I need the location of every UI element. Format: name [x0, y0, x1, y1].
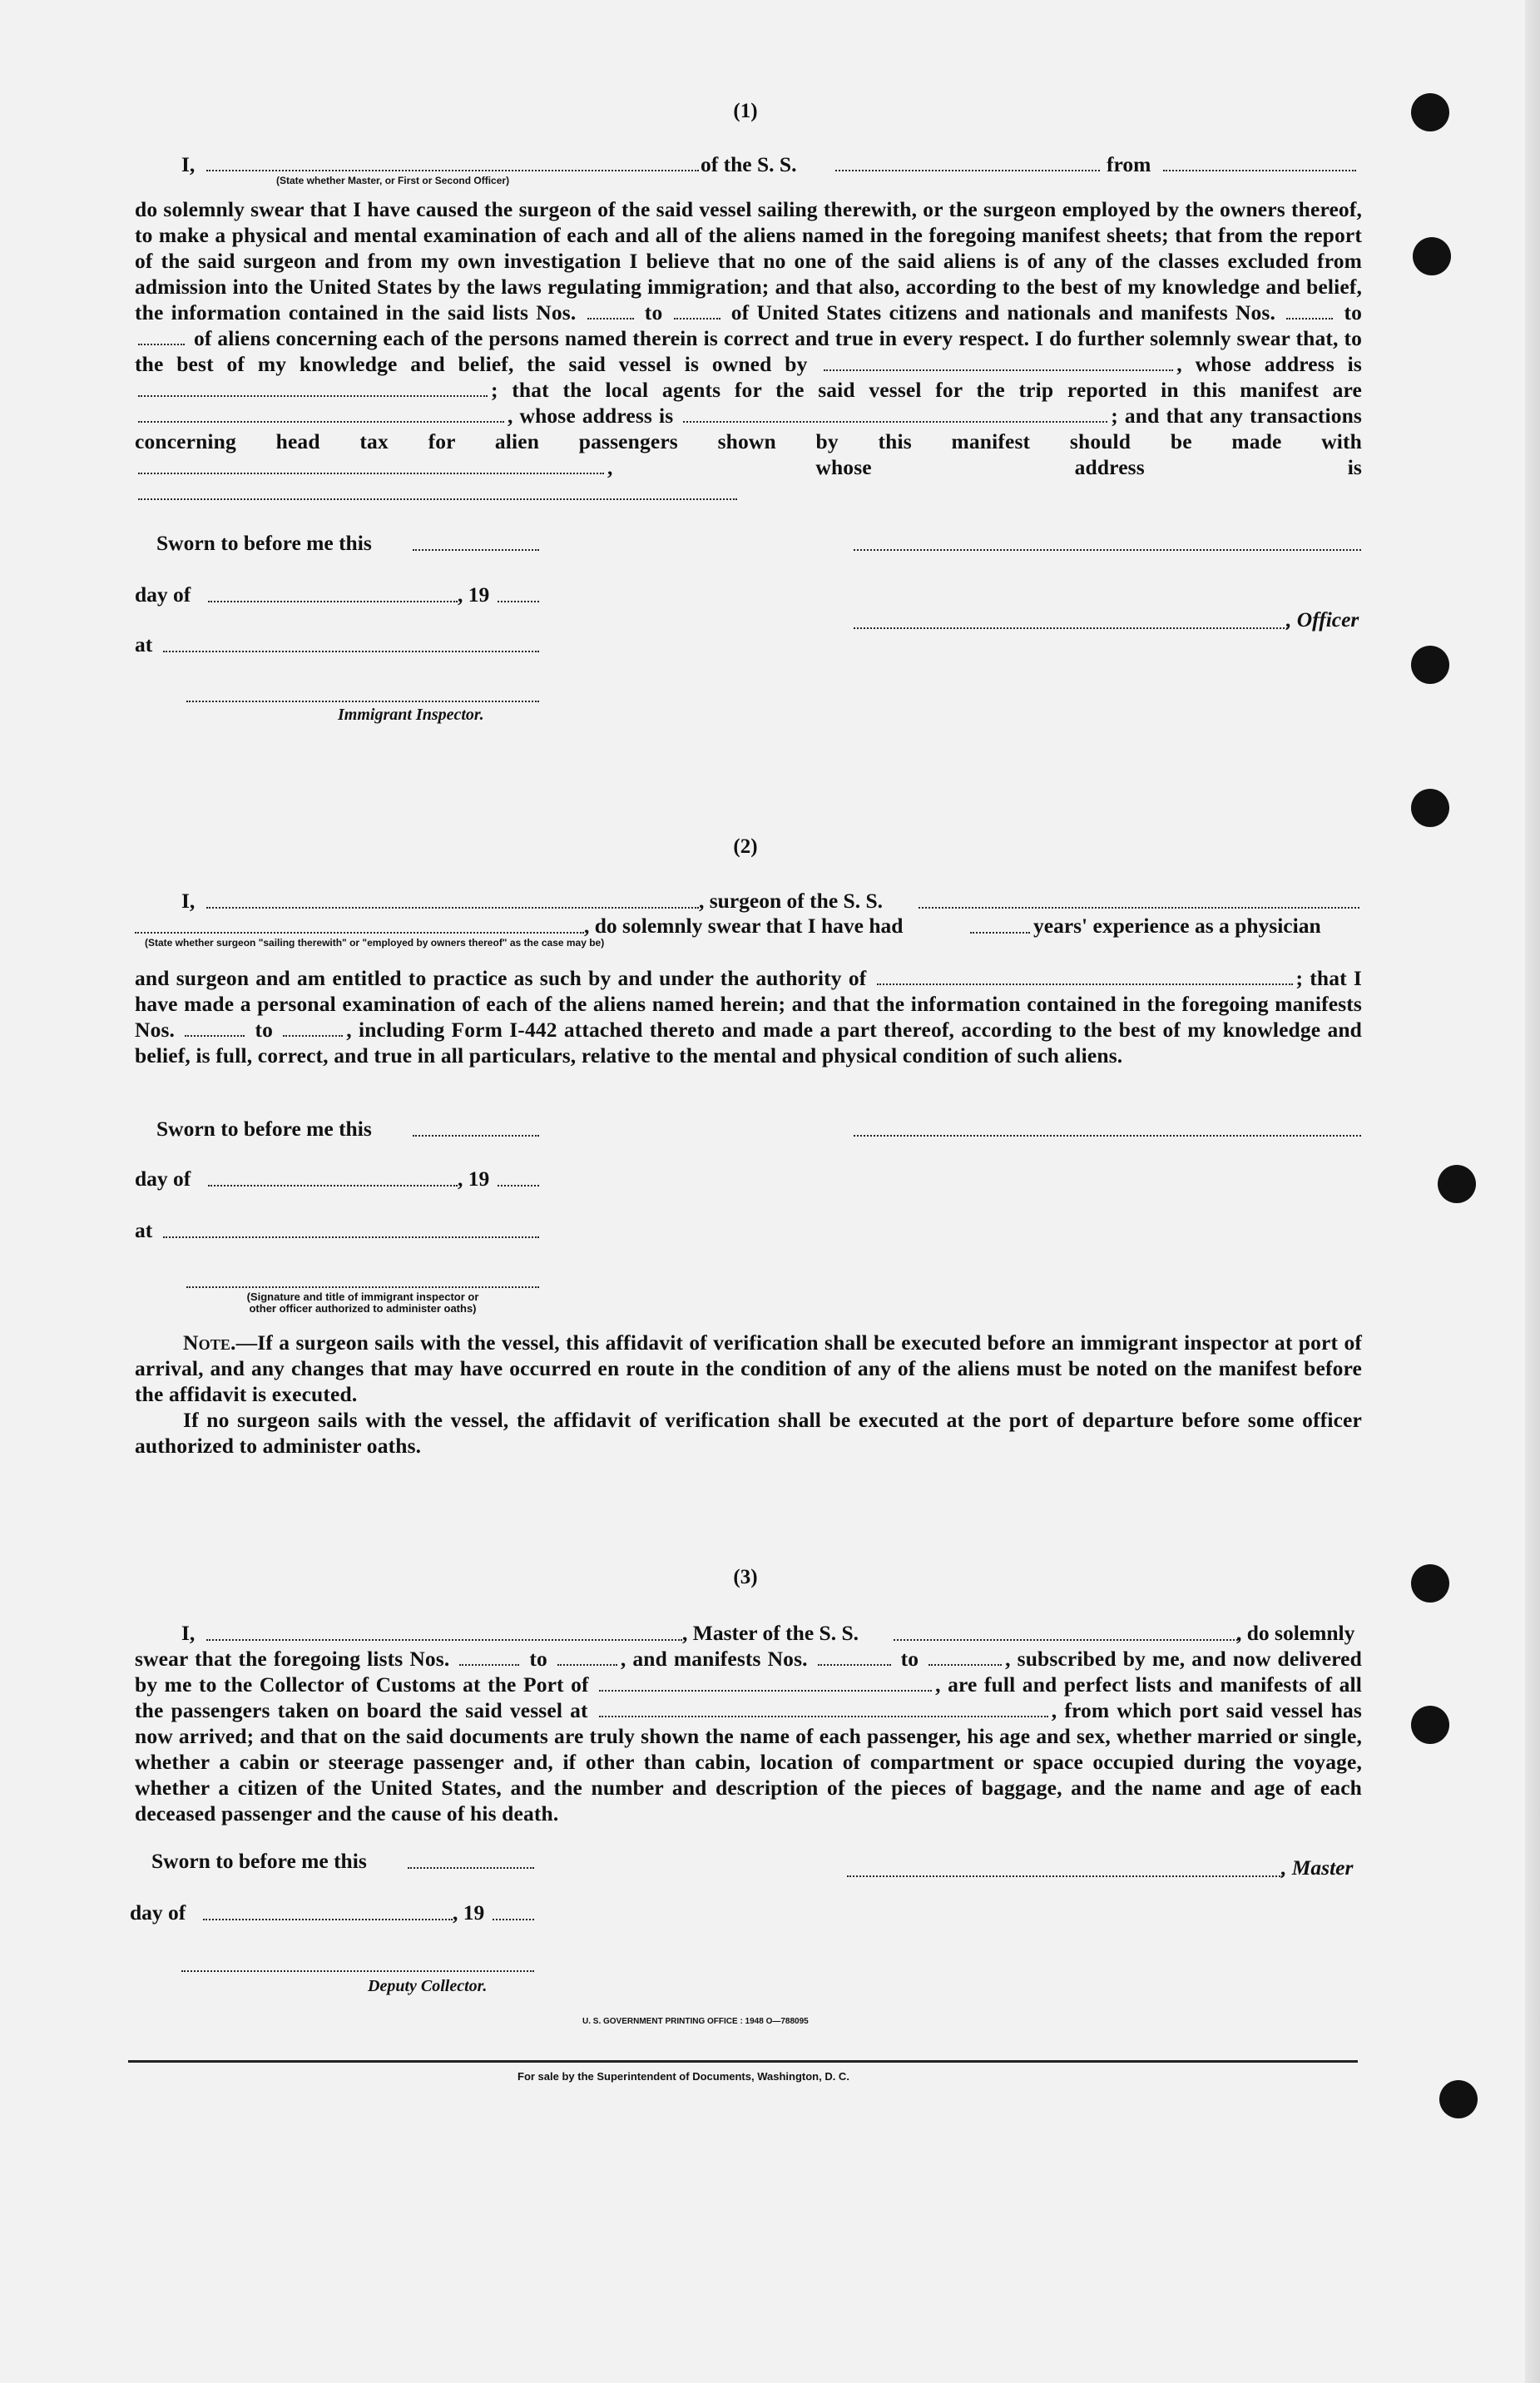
s1-whose-1: , whose address is [1176, 352, 1362, 376]
s1-inspector-signature-field[interactable] [186, 699, 539, 702]
s1-text-c: of aliens concerning each of the persons named therein is correct and true in every respect. I do further solemnly swear that, to the best of my knowledge and belief, the said vessel is owned by [135, 326, 1362, 376]
s2-sworn-day-field[interactable] [413, 1133, 539, 1137]
s1-manifests-from-field[interactable] [1286, 301, 1333, 320]
s1-month-field[interactable] [208, 599, 458, 602]
s2-text-c: , including Form I-442 attached thereto and made a part thereof, according to the best of my knowledge and belief, is full, correct, and true in all particulars, relative to the mental and physical condition of such aliens. [135, 1018, 1363, 1068]
s1-officer-label: , Officer [1286, 607, 1359, 632]
s3-text-c: , subscribed by me, and now delivered by me to the Collector of Customs at the Port of [135, 1647, 1362, 1697]
s1-head-tax-field[interactable] [138, 456, 604, 474]
punch-hole [1411, 646, 1449, 684]
s2-note-1: —If a surgeon sails with the vessel, this affidavit of verification shall be executed before an immigrant inspector at port of arrival, and any changes that may have occurred en route in the condition of any of the aliens must be noted on the manifest before the affidavit is executed. [135, 1330, 1362, 1406]
s1-agents-address-field[interactable] [683, 404, 1107, 423]
s2-at-field[interactable] [163, 1235, 539, 1238]
s3-to-2: to [900, 1647, 919, 1671]
s2-text-a: and surgeon and am entitled to practice as such by and under the authority of [135, 966, 867, 990]
s3-master-name-field[interactable] [206, 1637, 682, 1641]
s1-manifests-to-field[interactable] [138, 327, 185, 345]
s1-text-a: do solemnly swear that I have caused the surgeon of the said vessel sailing therewith, or the surgeon employed by the owners thereof, to make a physical and mental examination of each and all of the aliens named in the foregoing manifest sheets; that from the report of the said surgeon and from my own investigation I believe that no one of the said aliens is of any of the classes excluded from admission into the United States by the laws regulating immigration; and that also, according to the best of my knowledge and belief, the information contained in the said lists Nos. [135, 197, 1362, 325]
s3-day-of-label: day of [130, 1900, 186, 1925]
s2-manifests-to-field[interactable] [283, 1018, 343, 1037]
s2-year-prefix: , 19 [458, 1167, 490, 1191]
s3-lists-from-field[interactable] [459, 1647, 519, 1666]
s3-manifests-to-field[interactable] [928, 1647, 1002, 1666]
s2-month-field[interactable] [208, 1183, 458, 1187]
s2-surgeon-of-label: , surgeon of the S. S. [699, 889, 884, 913]
s2-signature-caption-line-2: other officer authorized to administer oaths) [249, 1302, 477, 1315]
s1-text-d: ; that the local agents for the said vessel for the trip reported in this manifest are [491, 378, 1362, 402]
s2-text-b: ; that I have made a personal examination of each of the aliens named herein; and that the information contained in the foregoing manifests Nos. [135, 966, 1363, 1042]
s1-from-label: from [1107, 152, 1151, 176]
s2-oath-paragraph [135, 965, 1362, 1068]
s1-officer-rank-field[interactable] [206, 168, 699, 171]
s3-text-d: , are full and perfect lists and manifests of all the passengers taken on board the said vessel at [135, 1672, 1362, 1722]
s2-year-field[interactable] [498, 1183, 539, 1187]
s2-years-field[interactable] [970, 930, 1030, 934]
section-3-number: (3) [733, 1566, 758, 1588]
punch-hole [1411, 93, 1449, 131]
s3-embark-port-field[interactable] [599, 1699, 1048, 1717]
s2-surgeon-name-field[interactable] [206, 905, 699, 909]
s2-signature-caption [186, 1291, 539, 1315]
s1-text-g: , whose address is [607, 455, 1362, 479]
s1-head-tax-address-field[interactable] [138, 482, 737, 500]
section-2-number: (2) [733, 835, 758, 858]
s3-deputy-label: Deputy Collector. [368, 1977, 488, 1995]
s2-note-paragraph [135, 1330, 1362, 1459]
s3-text-e: , from which port said vessel has now arrived; and that on the said documents are truly shown the name of each passenger, his age and sex, whether married or single, whether a cabin or steerage passenger and, if other than cabin, location of compartment or space occupied during the voyage, whether a citizen of the United States, and the number and description of the pieces of baggage, and the name and age of each deceased passenger and the cause of his death. [135, 1698, 1362, 1826]
s2-note-label: Note. [183, 1330, 236, 1355]
s3-master-signature-field[interactable] [847, 1874, 1283, 1877]
s1-year-prefix: , 19 [458, 582, 490, 607]
s2-i-label: I, [181, 889, 196, 913]
s3-lists-to-field[interactable] [557, 1647, 617, 1666]
s2-status-caption: (State whether surgeon "sailing therewith" or "employed by owners thereof" as the case may be) [145, 937, 605, 949]
s1-lists-from-field[interactable] [587, 301, 634, 320]
s2-sailing-status-field[interactable] [135, 930, 584, 934]
s2-day-of-label: day of [135, 1167, 191, 1191]
s2-authority-field[interactable] [877, 967, 1293, 985]
s3-manifests-from-field[interactable] [818, 1647, 891, 1666]
s1-officer-field[interactable] [854, 626, 1288, 629]
s3-master-label: , Master [1281, 1855, 1354, 1880]
footer-rule [128, 2060, 1358, 2063]
s1-owner-field[interactable] [824, 353, 1173, 371]
s2-to: to [255, 1018, 274, 1042]
section-1-number: (1) [733, 100, 758, 122]
s1-text-e: , whose address is [508, 404, 674, 428]
s1-text-b: of United States citizens and nationals and manifests Nos. [730, 300, 1276, 325]
s3-swear-label: , do solemnly [1236, 1621, 1355, 1645]
s1-text-f: ; and that any transactions concerning head tax for alien passengers shown by this manifest should be made with [135, 404, 1363, 453]
s1-to-1: to [644, 300, 663, 325]
punch-hole [1411, 1706, 1449, 1744]
s2-note-2: If no surgeon sails with the vessel, the affidavit of verification shall be executed at the port of departure before some officer authorized to administer oaths. [135, 1408, 1362, 1458]
s3-deputy-signature-field[interactable] [181, 1969, 534, 1972]
s3-text-a: swear that the foregoing lists Nos. [135, 1647, 450, 1671]
punch-hole [1413, 237, 1451, 275]
s1-agents-field[interactable] [138, 404, 504, 423]
punch-hole [1411, 1564, 1449, 1603]
s3-month-field[interactable] [203, 1917, 453, 1920]
s1-inspector-label: Immigrant Inspector. [338, 706, 484, 724]
s1-at-label: at [135, 632, 153, 656]
s1-day-of-label: day of [135, 582, 191, 607]
punch-hole [1439, 2080, 1478, 2118]
s3-to-1: to [529, 1647, 547, 1671]
s2-inspector-signature-field[interactable] [186, 1285, 539, 1288]
sale-notice: For sale by the Superintendent of Documents, Washington, D. C. [517, 2070, 849, 2083]
s3-text-b: , and manifests Nos. [620, 1647, 808, 1671]
s1-rank-caption: (State whether Master, or First or Second Officer) [276, 175, 510, 186]
s1-vessel-name-field[interactable] [835, 168, 1100, 171]
s2-years-label: years' experience as a physician [1033, 914, 1321, 938]
s3-year-field[interactable] [493, 1917, 534, 1920]
punch-hole [1438, 1165, 1476, 1203]
s1-lists-to-field[interactable] [674, 301, 720, 320]
s2-vessel-name-field[interactable] [919, 905, 1359, 909]
s3-i-label: I, [181, 1621, 196, 1645]
s1-signature-field[interactable] [854, 547, 1361, 551]
s2-signature-caption-line-1: (Signature and title of immigrant inspector or [246, 1291, 479, 1303]
s3-sworn-label: Sworn to before me this [151, 1849, 367, 1873]
s1-at-field[interactable] [163, 649, 539, 652]
s3-master-of-label: , Master of the S. S. [682, 1621, 859, 1645]
s3-year-prefix: , 19 [453, 1900, 485, 1925]
s1-i-label: I, [181, 152, 196, 176]
s1-owner-address-field[interactable] [138, 379, 488, 397]
s2-at-label: at [135, 1218, 153, 1242]
s2-signature-field[interactable] [854, 1133, 1361, 1137]
s1-oath-paragraph [135, 196, 1362, 506]
punch-hole [1411, 789, 1449, 827]
s3-oath-paragraph [135, 1646, 1362, 1826]
s2-sworn-label: Sworn to before me this [156, 1117, 372, 1141]
scan-edge [1525, 0, 1540, 2383]
s1-from-field[interactable] [1163, 168, 1356, 171]
s1-year-field[interactable] [498, 599, 539, 602]
s3-port-field[interactable] [599, 1673, 932, 1692]
s1-sworn-label: Sworn to before me this [156, 531, 372, 555]
s1-sworn-day-field[interactable] [413, 547, 539, 551]
s2-manifests-from-field[interactable] [185, 1018, 245, 1037]
s2-swear-label: , do solemnly swear that I have had [584, 914, 904, 938]
s3-vessel-name-field[interactable] [894, 1637, 1238, 1641]
s3-sworn-day-field[interactable] [408, 1865, 534, 1869]
s1-to-2: to [1344, 300, 1363, 325]
gpo-imprint: U. S. GOVERNMENT PRINTING OFFICE : 1948 O—788095 [582, 2017, 809, 2026]
s1-of-ss-label: of the S. S. [701, 152, 797, 176]
